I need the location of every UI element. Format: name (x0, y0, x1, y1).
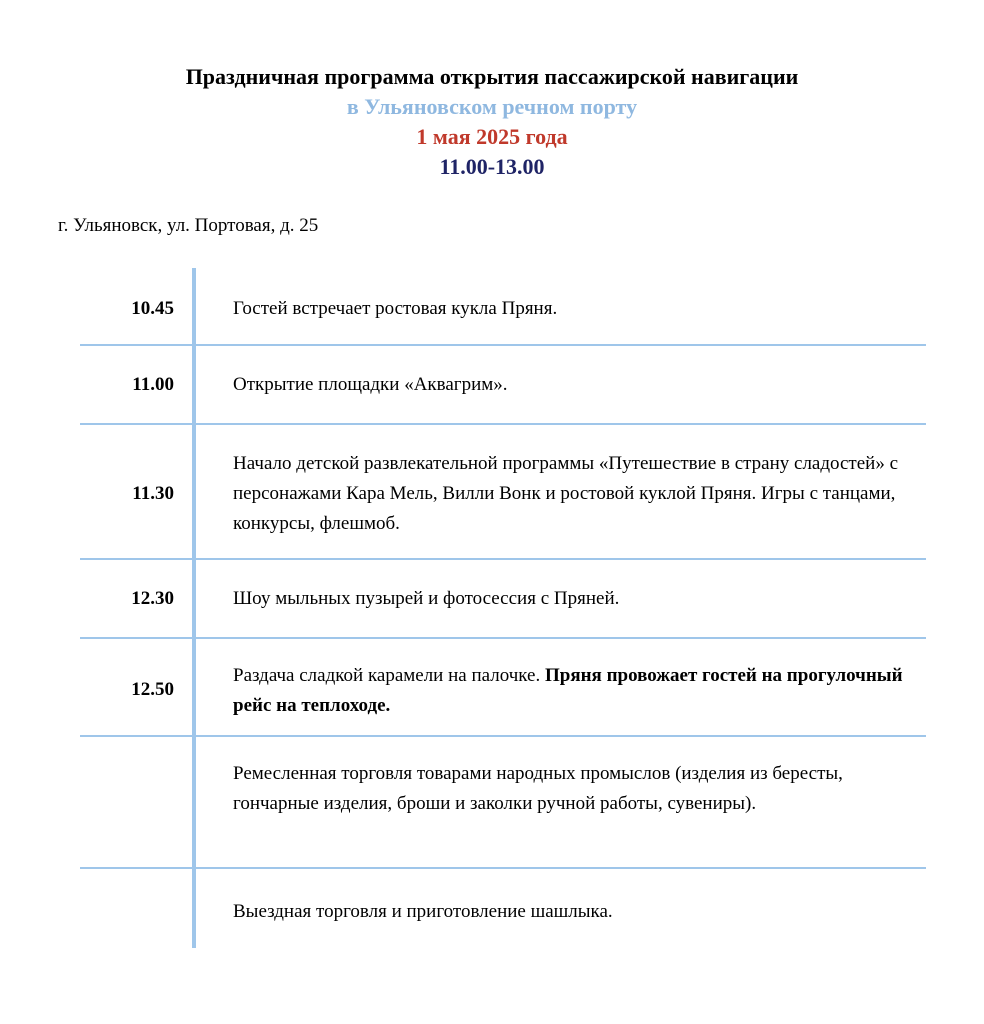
schedule-description: Шоу мыльных пузырей и фотосессия с Пряней. (233, 588, 620, 609)
page-subtitle: в Ульяновском речном порту (346, 94, 638, 119)
schedule-row (80, 737, 926, 868)
schedule-row (80, 268, 926, 345)
schedule-time: 11.30 (132, 483, 174, 504)
event-time-range: 11.00-13.00 (439, 154, 545, 179)
schedule-time: 12.50 (131, 679, 174, 700)
schedule-row (80, 560, 926, 638)
schedule-time: 10.45 (131, 298, 174, 319)
schedule-description-bold: Пряня провожает гостей на прогулочный рейс на теплоходе. (233, 665, 903, 716)
event-date: 1 мая 2025 года (416, 124, 568, 149)
schedule-row (80, 346, 926, 424)
schedule-description: Открытие площадки «Аквагрим». (233, 374, 508, 395)
page-title: Праздничная программа открытия пассажирской навигации (185, 64, 799, 89)
schedule-row (80, 425, 926, 559)
schedule-description: Начало детской развлекательной программы «Путешествие в страну сладостей» с персонажами Кара Мель, Вилли Вонк и ростовой куклой Пряня. Игры с танцами, конкурсы, флешмоб. (233, 453, 899, 534)
schedule-description: Выездная торговля и приготовление шашлыка. (233, 901, 613, 922)
schedule-description (233, 661, 913, 721)
schedule-time: 12.30 (131, 588, 174, 609)
schedule-description: Гостей встречает ростовая кукла Пряня. (233, 298, 558, 319)
schedule-description: Ремесленная торговля товарами народных промыслов (изделия из бересты, гончарные изделия, броши и заколки ручной работы, сувениры). (233, 763, 843, 814)
event-address: г. Ульяновск, ул. Портовая, д. 25 (58, 215, 319, 236)
schedule-table (80, 268, 926, 948)
schedule-row (80, 639, 926, 736)
schedule-row (80, 869, 926, 948)
page-header (0, 62, 984, 182)
schedule-time: 11.00 (132, 374, 174, 395)
schedule-description-regular: Раздача сладкой карамели на палочке. (233, 665, 545, 686)
